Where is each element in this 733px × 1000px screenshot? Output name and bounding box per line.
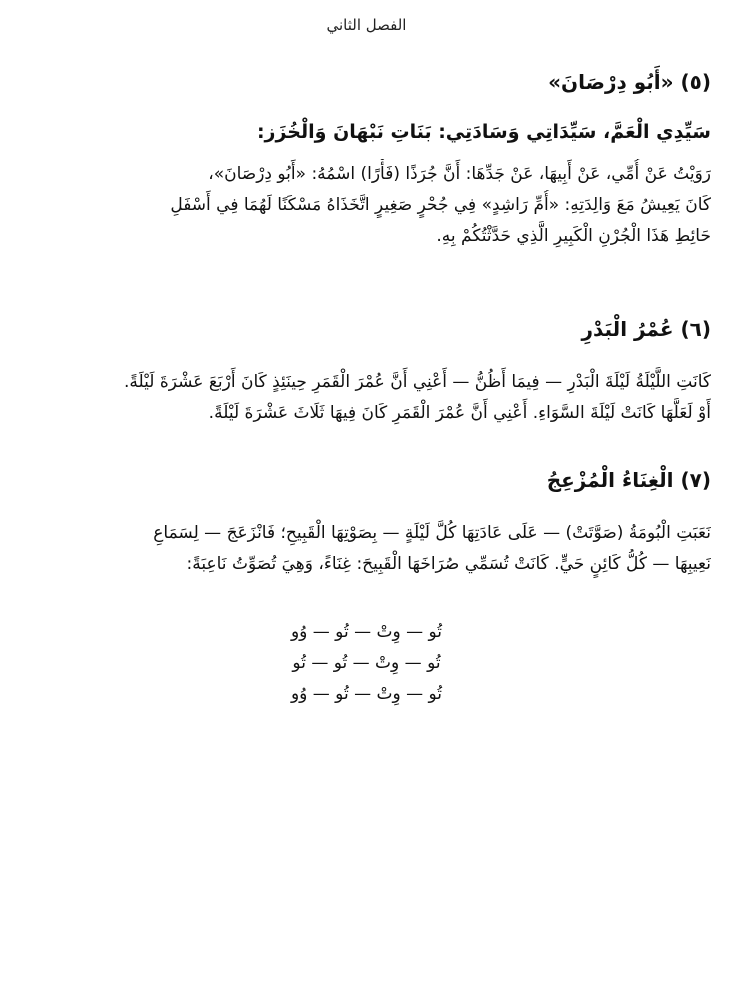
verse-line: تُو — وِتْ — تُو — وُو [290,684,443,704]
section-body-6 [21,367,711,429]
running-head: الفصل الثاني [326,16,407,34]
paragraph-line: أَوْ لَعَلَّهَا كَانَتْ لَيْلَةَ السَّوَاءِ. أَعْنِي أَنَّ عُمْرَ الْقَمَرِ كَانَ فِيهَا ثَلَاثَ عَشْرَةَ لَيْلَةً. [208,403,711,423]
paragraph-line: كَانَتِ اللَّيْلَةُ لَيْلَةَ الْبَدْرِ — فِيمَا أَظُنُّ — أَعْنِي أَنَّ عُمْرَ الْقَمَرِ حِينَئِذٍ كَانَ أَرْبَعَ عَشْرَةَ لَيْلَةً. [123,372,711,392]
paragraph-line: رَوَيْتُ عَنْ أُمِّي، عَنْ أَبِيهَا، عَنْ جَدِّهَا: أَنَّ جُرَذًا (فَأْرًا) اسْمُهُ: «أَبُو دِرْصَانَ»، [208,164,711,184]
section-title: (٥) «أَبُو دِرْصَانَ» [548,70,711,94]
paragraph-line: نَعَبَتِ الْبُومَةُ (صَوَّتَتْ) — عَلَى عَادَتِهَا كُلَّ لَيْلَةٍ — بِصَوْتِهَا الْقَبِيحِ؛ فَانْزَعَجَ — لِسَمَاعِ [153,523,711,543]
section-body-5 [21,159,711,252]
section-heading-7 [21,464,711,496]
section-subheading-5 [21,117,711,147]
section-title: (٧) الْغِنَاءُ الْمُزْعِجُ [546,468,711,492]
section-body-7 [21,518,711,580]
verse-line: تُو — وِتْ — تُو — وُو [290,622,443,642]
paragraph-line: حَائِطِ هَذَا الْجُرْنِ الْكَبِيرِ الَّذِي حَدَّثْتُكُمْ بِهِ. [436,226,711,246]
paragraph-line: كَانَ يَعِيشُ مَعَ وَالِدَتِهِ: «أُمِّ رَاشِدٍ» فِي جُحْرٍ صَغِيرٍ اتَّخَذَاهُ مَسْكَنًا لَهُمَا فِي أَسْفَلِ [170,195,711,215]
section-heading-5 [21,66,711,98]
address-line: سَيِّدِي الْعَمَّ، سَيِّدَاتِي وَسَادَتِي: بَنَاتِ نَبْهَانَ وَالْخُزَز: [256,121,711,143]
section-heading-6 [21,313,711,345]
verse-line: تُو — وِتْ — تُو — تُو [292,653,441,673]
paragraph-line: نَعِيبِهَا — كُلُّ كَائِنٍ حَيٍّ. كَانَتْ تُسَمِّي صُرَاخَهَا الْقَبِيحَ: غِنَاءً، وَهِيَ تُصَوِّتُ نَاعِبَةً: [186,554,711,574]
section-title: (٦) عُمْرُ الْبَدْرِ [581,317,711,341]
owl-call-verse [0,617,733,710]
